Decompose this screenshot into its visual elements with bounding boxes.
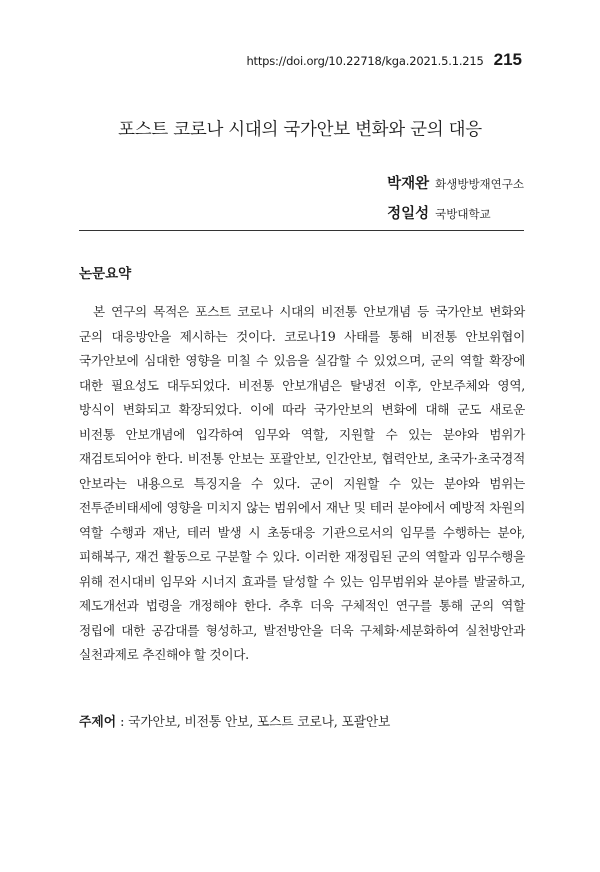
author-entry — [387, 172, 524, 193]
author-affiliation: 화생방방재연구소 — [435, 177, 524, 191]
keywords-label: 주제어 — [79, 715, 117, 730]
author-name: 박재완 — [387, 176, 430, 192]
paper-title: 포스트 코로나 시대의 국가안보 변화와 군의 대응 — [118, 120, 482, 140]
author-affiliation: 국방대학교 — [435, 207, 491, 221]
section-divider — [79, 230, 524, 231]
author-entry — [387, 202, 524, 223]
keywords-text: : 국가안보, 비전통 안보, 포스트 코로나, 포괄안보 — [120, 715, 391, 730]
author-list — [387, 172, 524, 232]
keywords — [79, 711, 390, 730]
abstract-heading: 논문요약 — [79, 266, 132, 282]
page-header — [246, 50, 522, 70]
doi-link[interactable]: https://doi.org/10.22718/kga.2021.5.1.215 — [246, 54, 484, 68]
abstract-body: 본 연구의 목적은 포스트 코로나 시대의 비전통 안보개념 등 국가안보 변화와 군의 대응방안을 제시하는 것이다. 코로나19 사태를 통해 비전통 안보위협이 국가안보에 심대한 영향을 미칠 수 있음을 실감할 수 있었으며, 군의 역할 확장에 대한 필요성도 대두되었다. 비전통 안보개념은 탈냉전 이후, 안보주체와 영역, 방식이 변화되고 확장되었다. 이에 따라 국가안보의 변화에 대해 군도 새로운 비전통 안보개념에 입각하여 임무와 역할, 지원할 수 있는 분야와 범위가 재검토되어야 한다. 비전통 안보는 포괄안보, 인간안보, 협력안보, 초국가·초국경적 안보라는 내용으로 특징지을 수 있다. 군이 지원할 수 있는 분야와 범위는 전투준비태세에 영향을 미치지 않는 범위에서 재난 및 테러 분야에서 예방적 차원의 역할 수행과 재난, 테러 발생 시 초동대응 기관으로서의 임무를 수행하는 분야, 피해복구, 재건 활동으로 구분할 수 있다. 이러한 재정립된 군의 역할과 임무수행을 위해 전시대비 임무와 시너지 효과를 달성할 수 있는 임무범위와 분야를 발굴하고, 제도개선과 법령을 개정해야 한다. 추후 더욱 구체적인 연구를 통해 군의 역할 정립에 대한 공감대를 형성하고, 발전방안을 더욱 구체화·세분화하여 실천방안과 실천과제로 추진해야 할 것이다. — [79, 304, 525, 662]
author-name: 정일성 — [387, 206, 430, 222]
page-number: 215 — [493, 50, 522, 69]
